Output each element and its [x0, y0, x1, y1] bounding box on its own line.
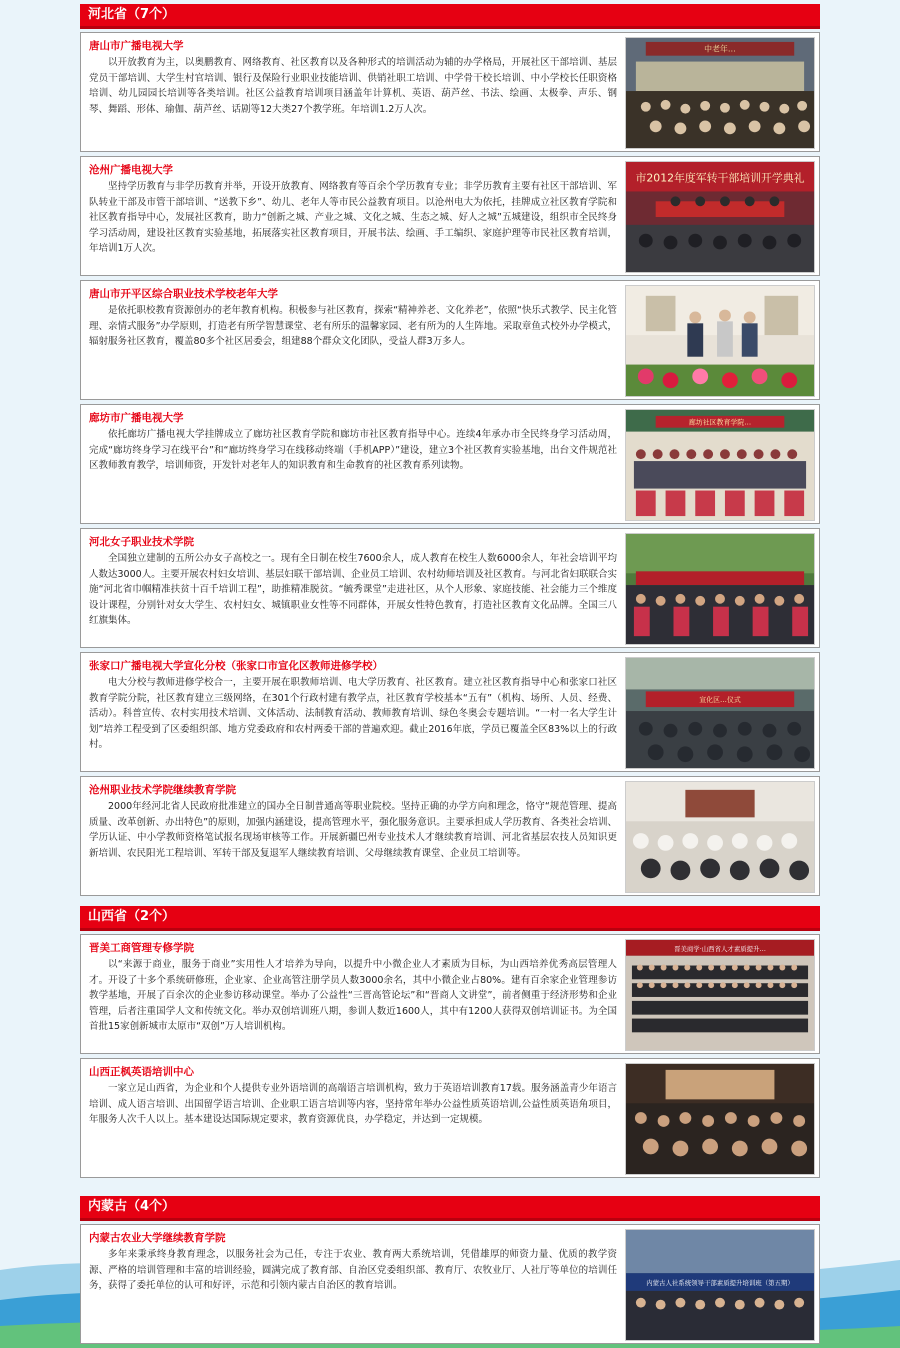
- entry-title: 唐山市广播电视大学: [89, 40, 184, 52]
- entry-description: 是依托职校教育资源创办的老年教育机构。积极参与社区教育，探索“精神养老、文化养老”，依照“快乐式教学、民主化管理、亲情式服务”办学原则，打造老有所学智慧课堂、老有所乐的温馨家园、老有所为的人生阵地。采取章鱼式校外办学模式，辐射服务社区教育，覆盖80多个社区居委会，组建88个群众文化团队，受益人群3万多人。: [89, 305, 617, 348]
- photo-banner-text: 市2012年度军转干部培训开学典礼: [635, 171, 805, 185]
- section-header: [80, 1196, 820, 1218]
- entry-description: 以“来源于商业，服务于商业”实用性人才培养为导向，以提升中小微企业人才素质为目标，为山西培养优秀高层管理人才。开设了十多个系统研修班，企业家、企业高管注册学员人数3000余名，其中小微企业占80%。建有百余家企业管理参访教学基地，开展了百余次的企业参访移动课堂。举办了公益性“三晋高管论坛”和“晋商人文讲堂”，前者侧重于经济形势和企业管理，后者注重国学人文和传统文化。举办双创培训班八期，参训人数近1600人，其中有1200人获得双创培训证书。为全国首批15家创新城市太原市“双创”万人培训机构。: [89, 959, 617, 1033]
- entry-photo: [625, 1063, 815, 1175]
- entry-description: 以开放教育为主，以奥鹏教育、网络教育、社区教育以及各种形式的培训活动为辅的办学格局，开展社区干部培训、基层党员干部培训、大学生村官培训、银行及保险行业职业技能培训、供销社职工培训、中学骨干校长培训、中小学校长任职资格培训、幼儿园园长培训等各类培训。社区公益教育培训项目涵盖年计算机、英语、葫芦丝、书法、绘画、太极拳、声乐、钢琴、舞蹈、形体、瑜伽、葫芦丝、话剧等12大类27个教学班。年培训1.2万人次。: [89, 57, 617, 115]
- entry-card: [80, 652, 820, 772]
- entry-photo: [625, 1229, 815, 1341]
- entry-description: 全国独立建制的五所公办女子高校之一。现有全日制在校生7600余人，成人教育在校生人数6000余人，年社会培训平均人数达3000人。主要开展农村妇女培训、基层妇联干部培训、企业员工培训、农村幼师培训及社区教育。与河北省妇联联合实施“河北省巾帼精准扶贫十百千培训工程”，助推精准脱贫。“毓秀课堂”走进社区，从个人形象、家庭技能、社会能力三个维度设计课程，分别针对女大学生、农村妇女、城镇职业女性等不同群体，开展女性特色教育，打造社区教育文化品牌。全国三八红旗集体。: [89, 553, 617, 627]
- entry-description: 坚持学历教育与非学历教育并举，开设开放教育、网络教育等百余个学历教育专业；非学历教育主要有社区干部培训、军队转业干部及市管干部培训、“送教下乡”、幼儿、老年人等市民公益教育项目。以沧州电大为依托，挂牌成立社区教育学院和社区教育指导中心，发展社区教育，助力“创新之城、产业之城、文化之城、生态之城、好人之城”五城建设，组织市全民终身学习活动周，建设社区教育实验基地，拓展落实社区教育项目，开展书法、绘画、手工编织、家庭护理等市民社区教育培训，年培训1万人次。: [89, 181, 617, 255]
- entry-title: 廊坊市广播电视大学: [89, 412, 184, 424]
- entry-photo: [625, 533, 815, 645]
- entry-description: 多年来秉承终身教育理念，以服务社会为己任，专注于农业、教育两大系统培训，凭借雄厚的师资力量、优质的教学资源、严格的培训管理和丰富的培训经验，圆满完成了教育部、自治区党委组织部、教育厅、农牧业厅、人社厅等单位的培训任务，获得了委托单位的认可和好评，示范和引领内蒙古自治区的教育培训。: [89, 1249, 617, 1292]
- section-title: 内蒙古（4个）: [80, 1196, 188, 1218]
- section-header: [80, 906, 820, 928]
- entry-title: 山西正枫英语培训中心: [89, 1066, 194, 1078]
- entry-title: 唐山市开平区综合职业技术学校老年大学: [89, 288, 278, 300]
- entry-description: 2000年经河北省人民政府批准建立的国办全日制普通高等职业院校。坚持正确的办学方向和理念，恪守“规范管理、提高质量、改革创新、办出特色”的原则，加强内涵建设，提高管理水平，强化服务意识。主要承担成人学历教育、各类社会培训、学历认证、中小学教师资格笔试报名现场审核等工作。开展新疆巴州专业技术人才继续教育培训、河北省基层农技人员知识更新培训、农民阳光工程培训、军转干部及复退军人继续教育培训、父母继续教育课堂、企业员工培训等。: [89, 801, 617, 859]
- entry-title: 沧州广播电视大学: [89, 164, 173, 176]
- entry-photo: [625, 37, 815, 149]
- entry-card: [80, 404, 820, 524]
- photo-banner-text: 中老年…: [704, 44, 736, 54]
- entry-title: 张家口广播电视大学宣化分校（张家口市宣化区教师进修学校）: [89, 660, 383, 672]
- entry-title: 沧州职业技术学院继续教育学院: [89, 784, 236, 796]
- photo-banner-text: 晋美商学·山西省人才素质提升…: [674, 944, 766, 953]
- entry-photo: [625, 409, 815, 521]
- entry-photo: [625, 781, 815, 893]
- section-shanxi: [80, 906, 820, 1178]
- entry-card: [80, 32, 820, 152]
- entry-title: 河北女子职业技术学院: [89, 536, 194, 548]
- photo-banner-text: 廊坊社区教育学院…: [688, 418, 752, 427]
- entry-title: 晋美工商管理专修学院: [89, 942, 194, 954]
- section-title: 山西省（2个）: [80, 906, 188, 928]
- entry-card: [80, 776, 820, 896]
- photo-banner-text: 宣化区…仪式: [699, 696, 741, 705]
- entry-card: [80, 1058, 820, 1178]
- section-neimenggu: [80, 1196, 820, 1344]
- entry-photo: [625, 285, 815, 397]
- entry-description: 一家立足山西省，为企业和个人提供专业外语培训的高端语言培训机构，致力于英语培训教育17载。服务涵盖青少年语言培训、成人语言培训、出国留学语言培训、企业职工语言培训等内容，坚持常年举办公益性质英语培训,公益性质英语角项目，年服务人次千人以上。基本建设达国际规定要求，教育资源优良，办学稳定，并达到一定规模。: [89, 1083, 617, 1126]
- entry-description: 依托廊坊广播电视大学挂牌成立了廊坊社区教育学院和廊坊市社区教育指导中心。连续4年承办市全民终身学习活动周，完成“廊坊终身学习在线平台”和“廊坊终身学习在线移动终端（手机APP）”建设，建立3个社区教育实验基地，出台文件规范社区教师教育教学，培训师资，开发针对老年人的知识教育和生命教育的社区教育系列读物。: [89, 429, 617, 472]
- entry-card: [80, 1224, 820, 1344]
- entry-title: 内蒙古农业大学继续教育学院: [89, 1232, 226, 1244]
- entry-card: [80, 280, 820, 400]
- entry-photo: [625, 161, 815, 273]
- entry-photo: [625, 657, 815, 769]
- photo-banner-text: 内蒙古人社系统领导干部素质提升培训班（第五期）: [646, 1279, 794, 1287]
- section-title: 河北省（7个）: [80, 4, 188, 26]
- section-header: [80, 4, 820, 26]
- entry-card: [80, 156, 820, 276]
- entry-card: [80, 528, 820, 648]
- entry-card: [80, 934, 820, 1054]
- entry-photo: [625, 939, 815, 1051]
- section-hebei: [80, 4, 820, 896]
- entry-description: 电大分校与教师进修学校合一，主要开展在职教师培训、电大学历教育、社区教育。建立社区教育指导中心和张家口社区教育学院分院，社区教育建立三级网络，在301个行政村建有教学点，社区教育学校基本“五有”（机构、场所、人员、经费、活动）。科普宣传、农村实用技术培训、文体活动、法制教育活动、教师教育培训、绿色冬奥会专题培训。“一村一名大学生计划”培养工程受到了区委组织部、地方党委政府和农村两委干部的普遍欢迎。截止2016年底，学员已覆盖全区83%以上的行政村。: [89, 677, 617, 751]
